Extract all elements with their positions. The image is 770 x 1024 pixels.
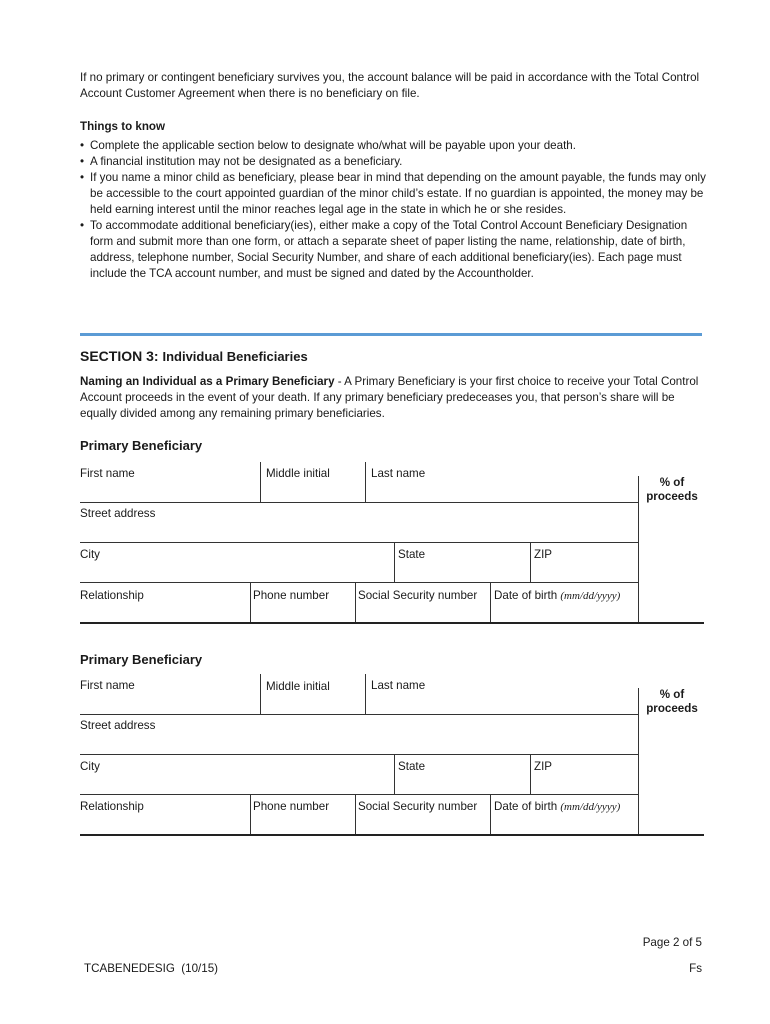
divider: [80, 502, 638, 503]
primary-beneficiary-form-2: [80, 674, 704, 824]
phone-number-field[interactable]: Phone number: [253, 589, 330, 602]
divider: [530, 754, 531, 794]
divider: [80, 542, 638, 543]
city-field[interactable]: City: [80, 760, 100, 773]
divider: [638, 476, 639, 622]
primary-beneficiary-title-1: Primary Beneficiary: [80, 438, 203, 453]
proceeds-label: proceeds: [646, 702, 698, 715]
section-3-description: [80, 374, 710, 422]
middle-initial-field[interactable]: Middle initial: [266, 467, 330, 480]
percent-label: % of: [659, 688, 685, 701]
divider: [365, 462, 366, 502]
percent-label: % of: [659, 476, 685, 489]
state-field[interactable]: State: [398, 548, 426, 561]
form-bottom-rule: [80, 834, 704, 836]
things-to-know-heading: Things to know: [80, 120, 166, 133]
zip-field[interactable]: ZIP: [534, 760, 553, 773]
state-field[interactable]: State: [398, 760, 426, 773]
divider: [80, 794, 638, 795]
form-code: TCABENEDESIG (10/15): [84, 962, 219, 975]
last-name-field[interactable]: Last name: [371, 679, 426, 692]
primary-beneficiary-title-2: Primary Beneficiary: [80, 652, 203, 667]
section-body: - A Primary Beneficiary is your first choice to receive your Total Control Account proceeds in the event of your death. If any primary beneficiary predeceases you, that person’s share will be equally divided among any remaining primary beneficiaries.: [80, 375, 699, 420]
proceeds-label: proceeds: [646, 490, 698, 503]
first-name-field[interactable]: First name: [80, 679, 135, 692]
page-number: Page 2 of 5: [642, 936, 702, 949]
section-name: Individual Beneficiaries: [162, 349, 308, 364]
divider: [80, 714, 638, 715]
dob-label: Date of birth: [494, 589, 558, 602]
list-item: • If you name a minor child as beneficiary, please bear in mind that depending on the amount payable, the funds may only be accessible to the court appointed guardian of the minor child’s estate. If no guardian is appointed, the money may be held earning interest until the minor reaches legal age in the state in which he or she resides.: [80, 170, 708, 218]
divider: [250, 794, 251, 834]
divider: [260, 674, 261, 714]
section-3-title: [80, 347, 308, 366]
divider: [530, 542, 531, 582]
list-item: • To accommodate additional beneficiary(ies), either make a copy of the Total Control Account Beneficiary Designation form and submit more than one form, or attach a separate sheet of paper listing the name, relationship, date of birth, address, telephone number, Social Security Number, and share of each additional beneficiary(ies). Each page must include the TCA account number, and must be signed and dated by the Accountholder.: [80, 218, 708, 282]
dob-label: Date of birth: [494, 800, 558, 813]
footer-fs: Fs: [689, 962, 702, 975]
street-address-field[interactable]: Street address: [80, 507, 156, 520]
divider: [80, 754, 638, 755]
divider: [365, 674, 366, 714]
section-divider: [80, 333, 702, 336]
relationship-field[interactable]: Relationship: [80, 589, 144, 602]
section-number: SECTION 3:: [80, 348, 159, 364]
ssn-field[interactable]: Social Security number: [358, 800, 478, 813]
phone-number-field[interactable]: Phone number: [253, 800, 330, 813]
percent-of-proceeds-field[interactable]: [640, 688, 704, 716]
divider: [80, 582, 638, 583]
last-name-field[interactable]: Last name: [371, 467, 426, 480]
divider: [355, 794, 356, 834]
divider: [490, 582, 491, 622]
ssn-field[interactable]: Social Security number: [358, 589, 478, 602]
relationship-field[interactable]: Relationship: [80, 800, 144, 813]
first-name-field[interactable]: First name: [80, 467, 135, 480]
divider: [394, 542, 395, 582]
divider: [250, 582, 251, 622]
section-lead: Naming an Individual as a Primary Beneficiary: [80, 375, 335, 388]
zip-field[interactable]: ZIP: [534, 548, 553, 561]
divider: [638, 688, 639, 834]
dob-format: (mm/dd/yyyy): [560, 801, 621, 813]
list-item: • Complete the applicable section below to designate who/what will be payable upon your death.: [80, 138, 708, 154]
middle-initial-field[interactable]: Middle initial: [266, 680, 330, 693]
things-to-know-list: [80, 138, 708, 282]
intro-paragraph: If no primary or contingent beneficiary survives you, the account balance will be paid in accordance with the Total Control Account Customer Agreement when there is no beneficiary on file.: [80, 71, 700, 100]
divider: [490, 794, 491, 834]
street-address-field[interactable]: Street address: [80, 719, 156, 732]
divider: [355, 582, 356, 622]
dob-format: (mm/dd/yyyy): [560, 590, 621, 602]
city-field[interactable]: City: [80, 548, 100, 561]
list-item: • A financial institution may not be designated as a beneficiary.: [80, 154, 708, 170]
divider: [394, 754, 395, 794]
divider: [260, 462, 261, 502]
date-of-birth-field[interactable]: [494, 589, 620, 603]
percent-of-proceeds-field[interactable]: [640, 476, 704, 504]
date-of-birth-field[interactable]: [494, 800, 620, 814]
form-bottom-rule: [80, 622, 704, 624]
primary-beneficiary-form-1: [80, 462, 704, 612]
